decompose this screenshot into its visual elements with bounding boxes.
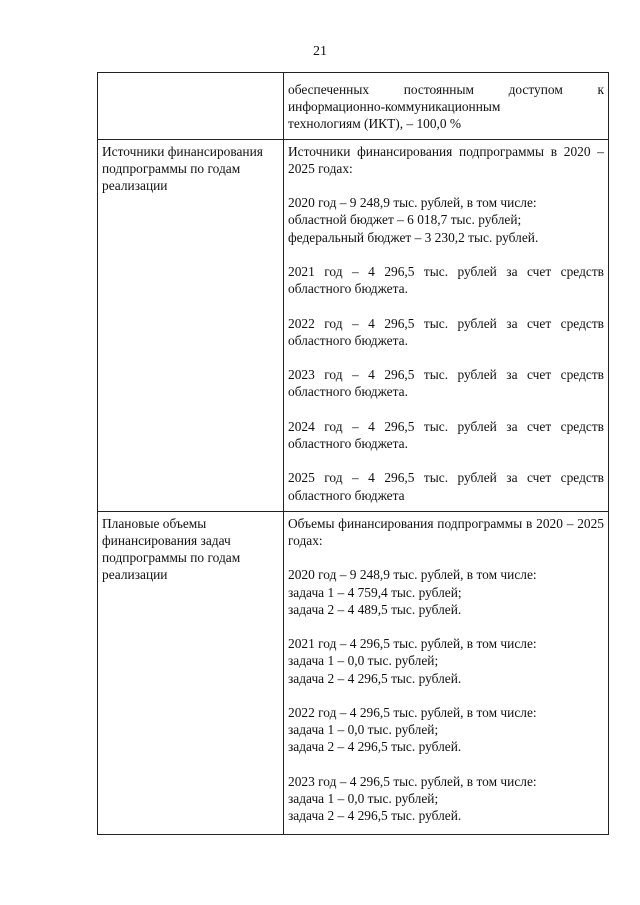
planned-line: 2023 год – 4 296,5 тыс. рублей, в том числе: (288, 773, 537, 789)
funding-year-2022: 2022 год – 4 296,5 тыс. рублей за счет средств областного бюджета. (288, 315, 604, 348)
planned-line: 2020 год – 9 248,9 тыс. рублей, в том числе: (288, 567, 537, 583)
planned-line: 2022 год – 4 296,5 тыс. рублей, в том числе: (288, 704, 537, 720)
funding-year-2021: 2021 год – 4 296,5 тыс. рублей за счет средств областного бюджета. (288, 264, 604, 297)
funding-year-2025: 2025 год – 4 296,5 тыс. рублей за счет средств областного бюджета (288, 470, 604, 503)
planned-line: задача 2 – 4 296,5 тыс. рублей. (288, 739, 462, 755)
funding-year-2020 (288, 194, 604, 246)
planned-line: задача 1 – 4 759,4 тыс. рублей; (288, 584, 462, 600)
planned-line: задача 2 – 4 489,5 тыс. рублей. (288, 601, 462, 617)
planned-year-2023 (288, 773, 604, 825)
funding-sources-intro: Источники финансирования подпрограммы в 2020 – 2025 годах: (288, 143, 604, 176)
planned-year-2020 (288, 566, 604, 618)
table-row-continuation (98, 73, 609, 140)
continuation-line: технологиям (ИКТ), – 100,0 % (288, 116, 462, 132)
continuation-line: обеспеченных постоянным доступом к (288, 82, 604, 97)
funding-line: областной бюджет – 6 018,7 тыс. рублей; (288, 212, 522, 228)
planned-line: задача 1 – 0,0 тыс. рублей; (288, 722, 439, 738)
planned-line: 2021 год – 4 296,5 тыс. рублей, в том числе: (288, 636, 537, 652)
continuation-right-cell (284, 73, 609, 140)
funding-year-2023: 2023 год – 4 296,5 тыс. рублей за счет средств областного бюджета. (288, 367, 604, 400)
planned-line: задача 1 – 0,0 тыс. рублей; (288, 790, 439, 806)
page-number: 21 (313, 44, 327, 59)
planned-year-2021 (288, 635, 604, 687)
continuation-line: информационно-коммуникационным (288, 99, 501, 115)
funding-year-2024: 2024 год – 4 296,5 тыс. рублей за счет средств областного бюджета. (288, 418, 604, 451)
funding-sources-content (284, 139, 609, 511)
planned-volumes-intro: Объемы финансирования подпрограммы в 2020 – 2025 годах: (288, 515, 604, 548)
planned-line: задача 2 – 4 296,5 тыс. рублей. (288, 808, 462, 824)
planned-volumes-label: Плановые объемы финансирования задач подпрограммы по годам реализации (98, 511, 284, 835)
passport-table (97, 72, 609, 835)
planned-line: задача 2 – 4 296,5 тыс. рублей. (288, 670, 462, 686)
table-row-planned-volumes (98, 511, 609, 835)
planned-volumes-content (284, 511, 609, 835)
planned-line: задача 1 – 0,0 тыс. рублей; (288, 653, 439, 669)
funding-line: федеральный бюджет – 3 230,2 тыс. рублей. (288, 229, 539, 245)
continuation-left-cell (98, 73, 284, 140)
funding-line: 2020 год – 9 248,9 тыс. рублей, в том числе: (288, 195, 537, 211)
table-row-funding-sources (98, 139, 609, 511)
planned-year-2022 (288, 704, 604, 756)
funding-sources-label: Источники финансирования подпрограммы по годам реализации (98, 139, 284, 511)
